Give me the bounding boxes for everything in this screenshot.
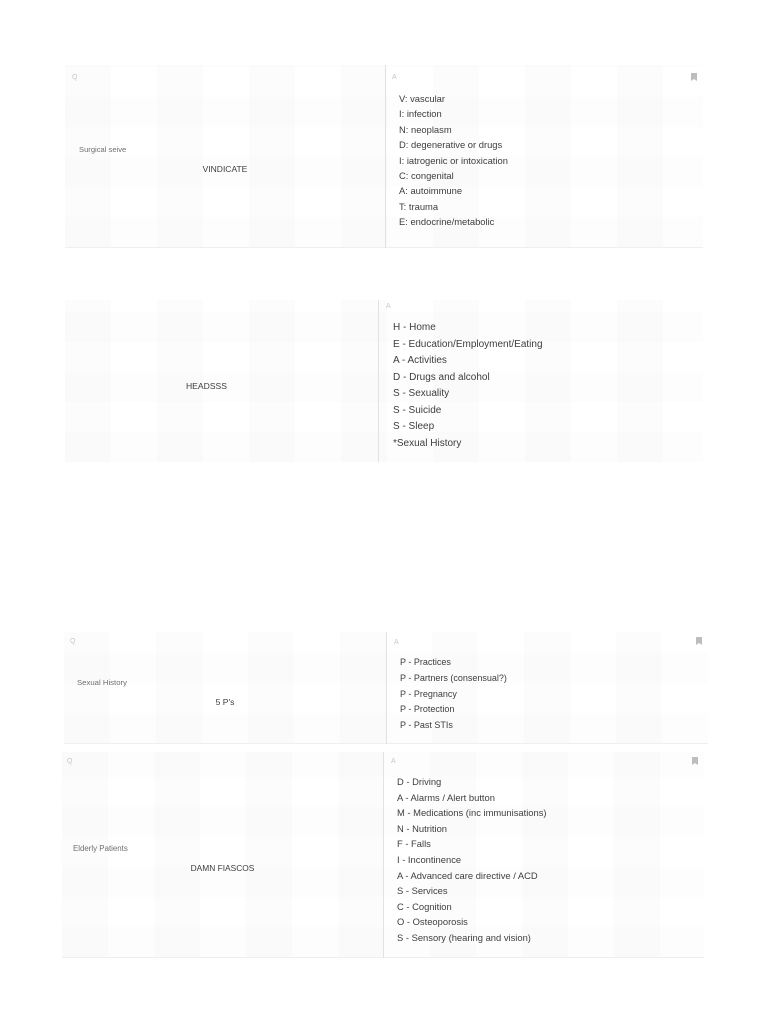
answer-marker: A bbox=[386, 303, 391, 310]
question-marker: Q bbox=[72, 74, 78, 81]
definition-item: P - Protection bbox=[400, 704, 455, 715]
definition-item: D - Drugs and alcohol bbox=[393, 371, 490, 383]
definition-item: A - Activities bbox=[393, 355, 447, 367]
bookmark-shape bbox=[691, 73, 697, 81]
flashcard bbox=[62, 752, 704, 958]
definition-item: S - Sleep bbox=[393, 421, 435, 433]
question-marker: Q bbox=[70, 638, 76, 645]
bookmark-path bbox=[696, 637, 702, 645]
bookmark-icon[interactable] bbox=[696, 637, 702, 645]
flashcard bbox=[65, 300, 703, 462]
definition-item: S - Sensory (hearing and vision) bbox=[397, 931, 531, 943]
definition-item: S - Suicide bbox=[393, 404, 442, 416]
definition-item: N: neoplasm bbox=[399, 123, 452, 135]
term-context-label: Elderly Patients bbox=[73, 844, 128, 853]
definition-item: I - Incontinence bbox=[397, 853, 462, 865]
definition-item: N - Nutrition bbox=[397, 822, 448, 834]
definition-item: A - Advanced care directive / ACD bbox=[397, 869, 538, 881]
flashcard bbox=[64, 632, 708, 744]
answer-marker: A bbox=[391, 758, 396, 765]
definition-item: O - Osteoporosis bbox=[397, 916, 468, 928]
definition-item: D - Driving bbox=[397, 776, 442, 787]
answer-marker: A bbox=[394, 639, 399, 646]
answer-marker: A bbox=[392, 74, 397, 81]
definition-item: A - Alarms / Alert button bbox=[397, 791, 495, 803]
definition-item: C: congenital bbox=[399, 170, 454, 182]
bookmark-shape bbox=[692, 757, 698, 765]
card-term: VINDICATE bbox=[202, 164, 248, 174]
definition-item: H - Home bbox=[393, 322, 436, 333]
bookmark-icon[interactable] bbox=[692, 757, 698, 765]
card-term: DAMN FIASCOS bbox=[190, 863, 255, 873]
definition-item: *Sexual History bbox=[393, 437, 462, 449]
definition-item: D: degenerative or drugs bbox=[399, 139, 503, 151]
term-context-label: Sexual History bbox=[77, 678, 127, 687]
definition-list bbox=[400, 655, 507, 734]
bookmark-path bbox=[692, 757, 698, 765]
definition-list bbox=[393, 320, 543, 453]
bookmark-shape bbox=[696, 637, 702, 645]
card-divider bbox=[386, 632, 387, 744]
definition-item: P - Pregnancy bbox=[400, 688, 457, 699]
definition-item: V: vascular bbox=[399, 93, 446, 104]
definition-item: E: endocrine/metabolic bbox=[399, 216, 495, 228]
definition-item: M - Medications (inc immunisations) bbox=[397, 807, 547, 819]
definition-item: F - Falls bbox=[397, 838, 431, 850]
card-term: HEADSSS bbox=[185, 381, 228, 391]
definition-item: I: iatrogenic or intoxication bbox=[399, 154, 508, 166]
card-divider bbox=[385, 65, 386, 248]
definition-item: C - Cognition bbox=[397, 900, 452, 912]
definition-item: T: trauma bbox=[399, 200, 439, 212]
definition-item: P - Practices bbox=[400, 657, 451, 667]
card-term: 5 P's bbox=[215, 697, 235, 707]
definition-list bbox=[397, 774, 547, 946]
definition-item: S - Services bbox=[397, 885, 448, 897]
definition-item: P - Partners (consensual?) bbox=[400, 672, 507, 683]
card-divider bbox=[383, 752, 384, 958]
bookmark-path bbox=[691, 73, 697, 81]
term-context-label: Surgical seive bbox=[79, 145, 127, 154]
definition-item: I: infection bbox=[399, 108, 442, 120]
definition-list bbox=[399, 91, 508, 230]
card-divider bbox=[378, 300, 379, 462]
bookmark-icon[interactable] bbox=[691, 73, 697, 81]
definition-item: A: autoimmune bbox=[399, 185, 463, 197]
flashcard bbox=[65, 65, 703, 248]
definition-item: S - Sexuality bbox=[393, 388, 450, 400]
definition-item: E - Education/Employment/Eating bbox=[393, 338, 543, 350]
question-marker: Q bbox=[67, 758, 73, 765]
definition-item: P - Past STIs bbox=[400, 720, 453, 730]
